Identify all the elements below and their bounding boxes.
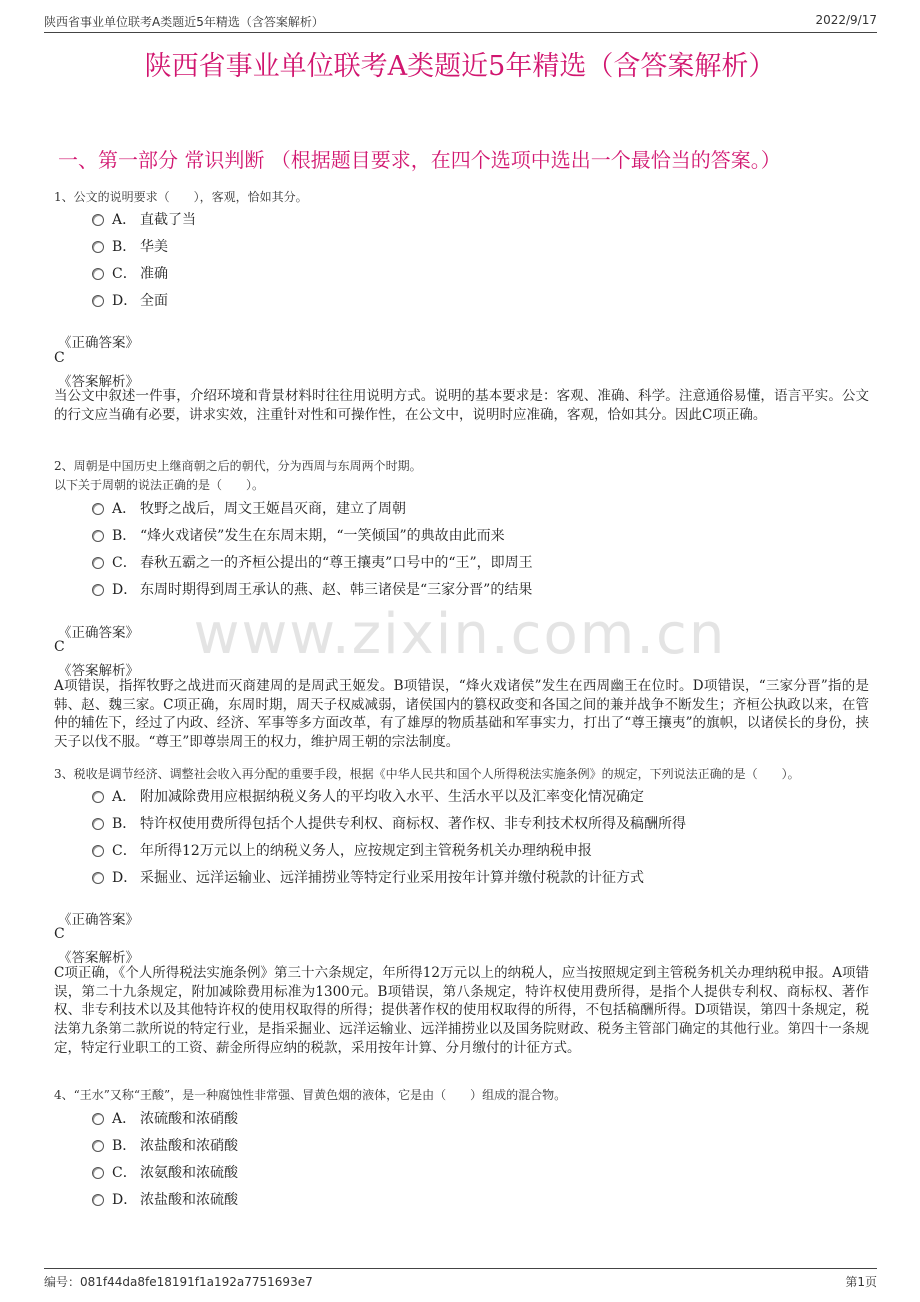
radio-icon[interactable] xyxy=(92,845,104,857)
document-code: 编号：081f44da8fe18191f1a192a7751693e7 xyxy=(44,1275,313,1289)
q4-option-d[interactable]: D． 浓盐酸和浓硫酸 xyxy=(92,1189,238,1211)
radio-icon[interactable] xyxy=(92,241,104,253)
radio-icon[interactable] xyxy=(92,1194,104,1206)
q2-option-b[interactable]: B． “烽火戏诸侯”发生在东周末期，“一笑倾国”的典故由此而来 xyxy=(92,525,505,547)
q2-explain-label: 《答案解析》 xyxy=(58,663,139,679)
q1-explanation: 当公文中叙述一件事，介绍环境和背景材料时往往用说明方式。说明的基本要求是：客观、准确、科学。注意通俗易懂，语言平实。公文的行文应当确有必要，讲求实效，注重针对性和可操作性，在公文中，说明时应准确，客观，恰如其分。因此C项正确。 xyxy=(54,388,869,423)
q2-option-d[interactable]: D． 东周时期得到周王承认的燕、赵、韩三诸侯是“三家分晋”的结果 xyxy=(92,579,532,601)
q3-option-c[interactable]: C． 年所得12万元以上的纳税义务人，应按规定到主管税务机关办理纳税申报 xyxy=(92,840,592,862)
radio-icon[interactable] xyxy=(92,1140,104,1152)
radio-icon[interactable] xyxy=(92,1167,104,1179)
document-title: 陕西省事业单位联考A类题近5年精选（含答案解析） xyxy=(144,51,776,82)
radio-icon[interactable] xyxy=(92,818,104,830)
radio-icon[interactable] xyxy=(92,295,104,307)
radio-icon[interactable] xyxy=(92,503,104,515)
question-2-stem-line2: 以下关于周朝的说法正确的是（ ）。 xyxy=(54,478,265,492)
q2-option-c[interactable]: C． 春秋五霸之一的齐桓公提出的“尊王攘夷”口号中的“王”，即周王 xyxy=(92,552,533,574)
radio-icon[interactable] xyxy=(92,1113,104,1125)
q1-option-d[interactable]: D． 全面 xyxy=(92,290,168,312)
question-1-stem: 1、公文的说明要求（ ），客观，恰如其分。 xyxy=(54,190,308,204)
q3-explanation: C项正确，《个人所得税法实施条例》第三十六条规定，年所得12万元以上的纳税人，应当按照规定到主管税务机关办理纳税申报。A项错误，第二十九条规定，附加减除费用标准为1300元。B项错误，第八条规定，特许权使用费所得，是指个人提供专利权、商标权、著作权、非专利技术以及其他特许权的使用权取得的所得；提供著作权的使用权取得的所得，不包括稿酬所得。D项错误，第四十条规定，税法第九条第二款所说的特定行业，是指采掘业、远洋运输业、远洋捕捞业以及国务院财政、税务主管部门确定的其他行业。第四十一条规定，特定行业职工的工资、薪金所得应纳的税款，采用按年计算、分月缴付的计征方式。 xyxy=(54,965,869,1056)
q4-option-c[interactable]: C． 浓氨酸和浓硫酸 xyxy=(92,1162,238,1184)
question-3-stem: 3、税收是调节经济、调整社会收入再分配的重要手段，根据《中华人民共和国个人所得税法实施条例》的规定，下列说法正确的是（ ）。 xyxy=(54,767,800,781)
q4-option-b[interactable]: B． 浓盐酸和浓硝酸 xyxy=(92,1135,238,1157)
q3-explain-label: 《答案解析》 xyxy=(58,950,139,966)
q3-option-b[interactable]: B． 特许权使用费所得包括个人提供专利权、商标权、著作权、非专利技术权所得及稿酬所得 xyxy=(92,813,686,835)
header-date: 2022/9/17 xyxy=(815,13,877,27)
radio-icon[interactable] xyxy=(92,268,104,280)
q3-correct-label: 《正确答案》 xyxy=(58,912,139,928)
q3-option-d[interactable]: D． 采掘业、远洋运输业、远洋捕捞业等特定行业采用按年计算并缴付税款的计征方式 xyxy=(92,867,644,889)
q1-option-a[interactable]: A． 直截了当 xyxy=(92,209,196,231)
header-doc-title: 陕西省事业单位联考A类题近5年精选（含答案解析） xyxy=(44,15,324,29)
q2-answer: C xyxy=(54,639,65,655)
q3-answer: C xyxy=(54,926,65,942)
q4-option-a[interactable]: A． 浓硫酸和浓硝酸 xyxy=(92,1108,238,1130)
radio-icon[interactable] xyxy=(92,584,104,596)
q1-option-b[interactable]: B． 华美 xyxy=(92,236,168,258)
watermark: www.zixin.com.cn xyxy=(193,602,727,667)
q3-option-a[interactable]: A． 附加减除费用应根据纳税义务人的平均收入水平、生活水平以及汇率变化情况确定 xyxy=(92,786,644,808)
q2-correct-label: 《正确答案》 xyxy=(58,625,139,641)
page-header xyxy=(44,10,877,33)
radio-icon[interactable] xyxy=(92,214,104,226)
page-footer xyxy=(44,1268,877,1291)
page-number: 第1页 xyxy=(845,1275,877,1289)
q1-answer: C xyxy=(54,350,65,366)
question-4-stem: 4、“王水”又称“王酸”，是一种腐蚀性非常强、冒黄色烟的液体，它是由（ ）组成的混合物。 xyxy=(54,1088,567,1102)
radio-icon[interactable] xyxy=(92,530,104,542)
question-2-stem: 2、周朝是中国历史上继商朝之后的朝代，分为西周与东周两个时期。 xyxy=(54,459,422,473)
section-heading: 一、第一部分 常识判断 （根据题目要求，在四个选项中选出一个最恰当的答案。） xyxy=(58,148,781,172)
q1-explain-label: 《答案解析》 xyxy=(58,374,139,390)
q1-option-c[interactable]: C． 准确 xyxy=(92,263,168,285)
q1-correct-label: 《正确答案》 xyxy=(58,335,139,351)
q2-explanation: A项错误，指挥牧野之战进而灭商建周的是周武王姬发。B项错误，“烽火戏诸侯”发生在西周幽王在位时。D项错误，“三家分晋”指的是韩、赵、魏三家。C项正确，东周时期，周天子权威减弱，诸侯国内的篡权政变和各国之间的兼并战争不断发生；齐桓公执政以来，在管仲的辅佐下，经过了内政、经济、军事等多方面改革，有了雄厚的物质基础和军事实力，打出了“尊王攘夷”的旗帜，以诸侯长的身份，挟天子以伐不服。“尊王”即尊崇周王的权力，维护周王朝的宗法制度。 xyxy=(54,678,869,751)
radio-icon[interactable] xyxy=(92,557,104,569)
radio-icon[interactable] xyxy=(92,791,104,803)
radio-icon[interactable] xyxy=(92,872,104,884)
q2-option-a[interactable]: A． 牧野之战后，周文王姬昌灭商，建立了周朝 xyxy=(92,498,406,520)
